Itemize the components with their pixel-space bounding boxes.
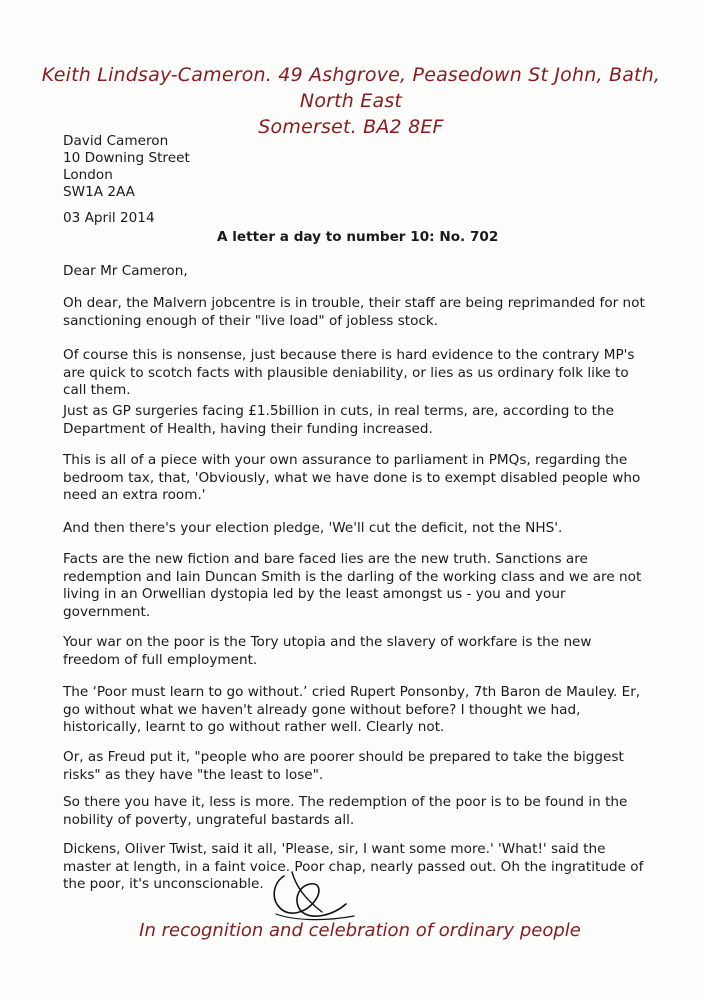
- paragraph-1: Oh dear, the Malvern jobcentre is in trouble, their staff are being reprimanded for not sanctioning enough of their "live load" of jobless stock.: [63, 295, 645, 329]
- paragraph-6: Facts are the new fiction and bare faced lies are the new truth. Sanctions are redemption and Iain Duncan Smith is the darling of the working class and we are not living in an Orwellian dystopia led by the least amongst us - you and your government.: [63, 551, 642, 620]
- paragraph-10: So there you have it, less is more. The redemption of the poor is to be found in the nobility of poverty, ungrateful bastards all.: [63, 794, 628, 828]
- letterhead: [40, 62, 662, 140]
- footer-slogan: In recognition and celebration of ordinary people: [139, 920, 581, 941]
- recipient-address: [63, 133, 190, 201]
- paragraph-5: And then there's your election pledge, 'We'll cut the deficit, not the NHS'.: [63, 520, 563, 536]
- signature-scribble: [262, 868, 362, 924]
- recipient-name: David Cameron: [63, 133, 169, 149]
- letterhead-line-1: Keith Lindsay-Cameron. 49 Ashgrove, Peasedown St John, Bath, North East: [41, 64, 661, 112]
- paragraph-2: Of course this is nonsense, just because there is hard evidence to the contrary MP's are quick to scotch facts with plausible deniability, or lies as us ordinary folk like to call them.: [63, 347, 635, 398]
- paragraph-7: Your war on the poor is the Tory utopia and the slavery of workfare is the new freedom of full employment.: [63, 634, 592, 668]
- recipient-street: 10 Downing Street: [63, 150, 190, 166]
- recipient-city: London: [63, 167, 113, 183]
- paragraph-8: The ‘Poor must learn to go without.’ cried Rupert Ponsonby, 7th Baron de Mauley. Er, go without what we haven't already gone without before? I thought we had, historically, learnt to go without rather well. Clearly not.: [63, 684, 641, 735]
- letter-subject: A letter a day to number 10: No. 702: [217, 229, 499, 245]
- recipient-postcode: SW1A 2AA: [63, 184, 135, 200]
- letter-date: 03 April 2014: [63, 210, 155, 226]
- letterhead-line-2: Somerset. BA2 8EF: [258, 116, 444, 138]
- paragraph-9: Or, as Freud put it, "people who are poorer should be prepared to take the biggest risks" as they have "the least to lose".: [63, 749, 624, 783]
- paragraph-3: Just as GP surgeries facing £1.5billion in cuts, in real terms, are, according to the Department of Health, having their funding increased.: [63, 403, 614, 437]
- paragraph-11: Dickens, Oliver Twist, said it all, 'Please, sir, I want some more.' 'What!' said the master at length, in a faint voice. Poor chap, nearly passed out. Oh the ingratitude of the poor, it's unconscionable.: [63, 841, 644, 892]
- salutation: Dear Mr Cameron,: [63, 263, 188, 279]
- paragraph-4: This is all of a piece with your own assurance to parliament in PMQs, regarding the bedroom tax, that, 'Obviously, what we have done is to exempt disabled people who need an extra room.': [63, 452, 641, 503]
